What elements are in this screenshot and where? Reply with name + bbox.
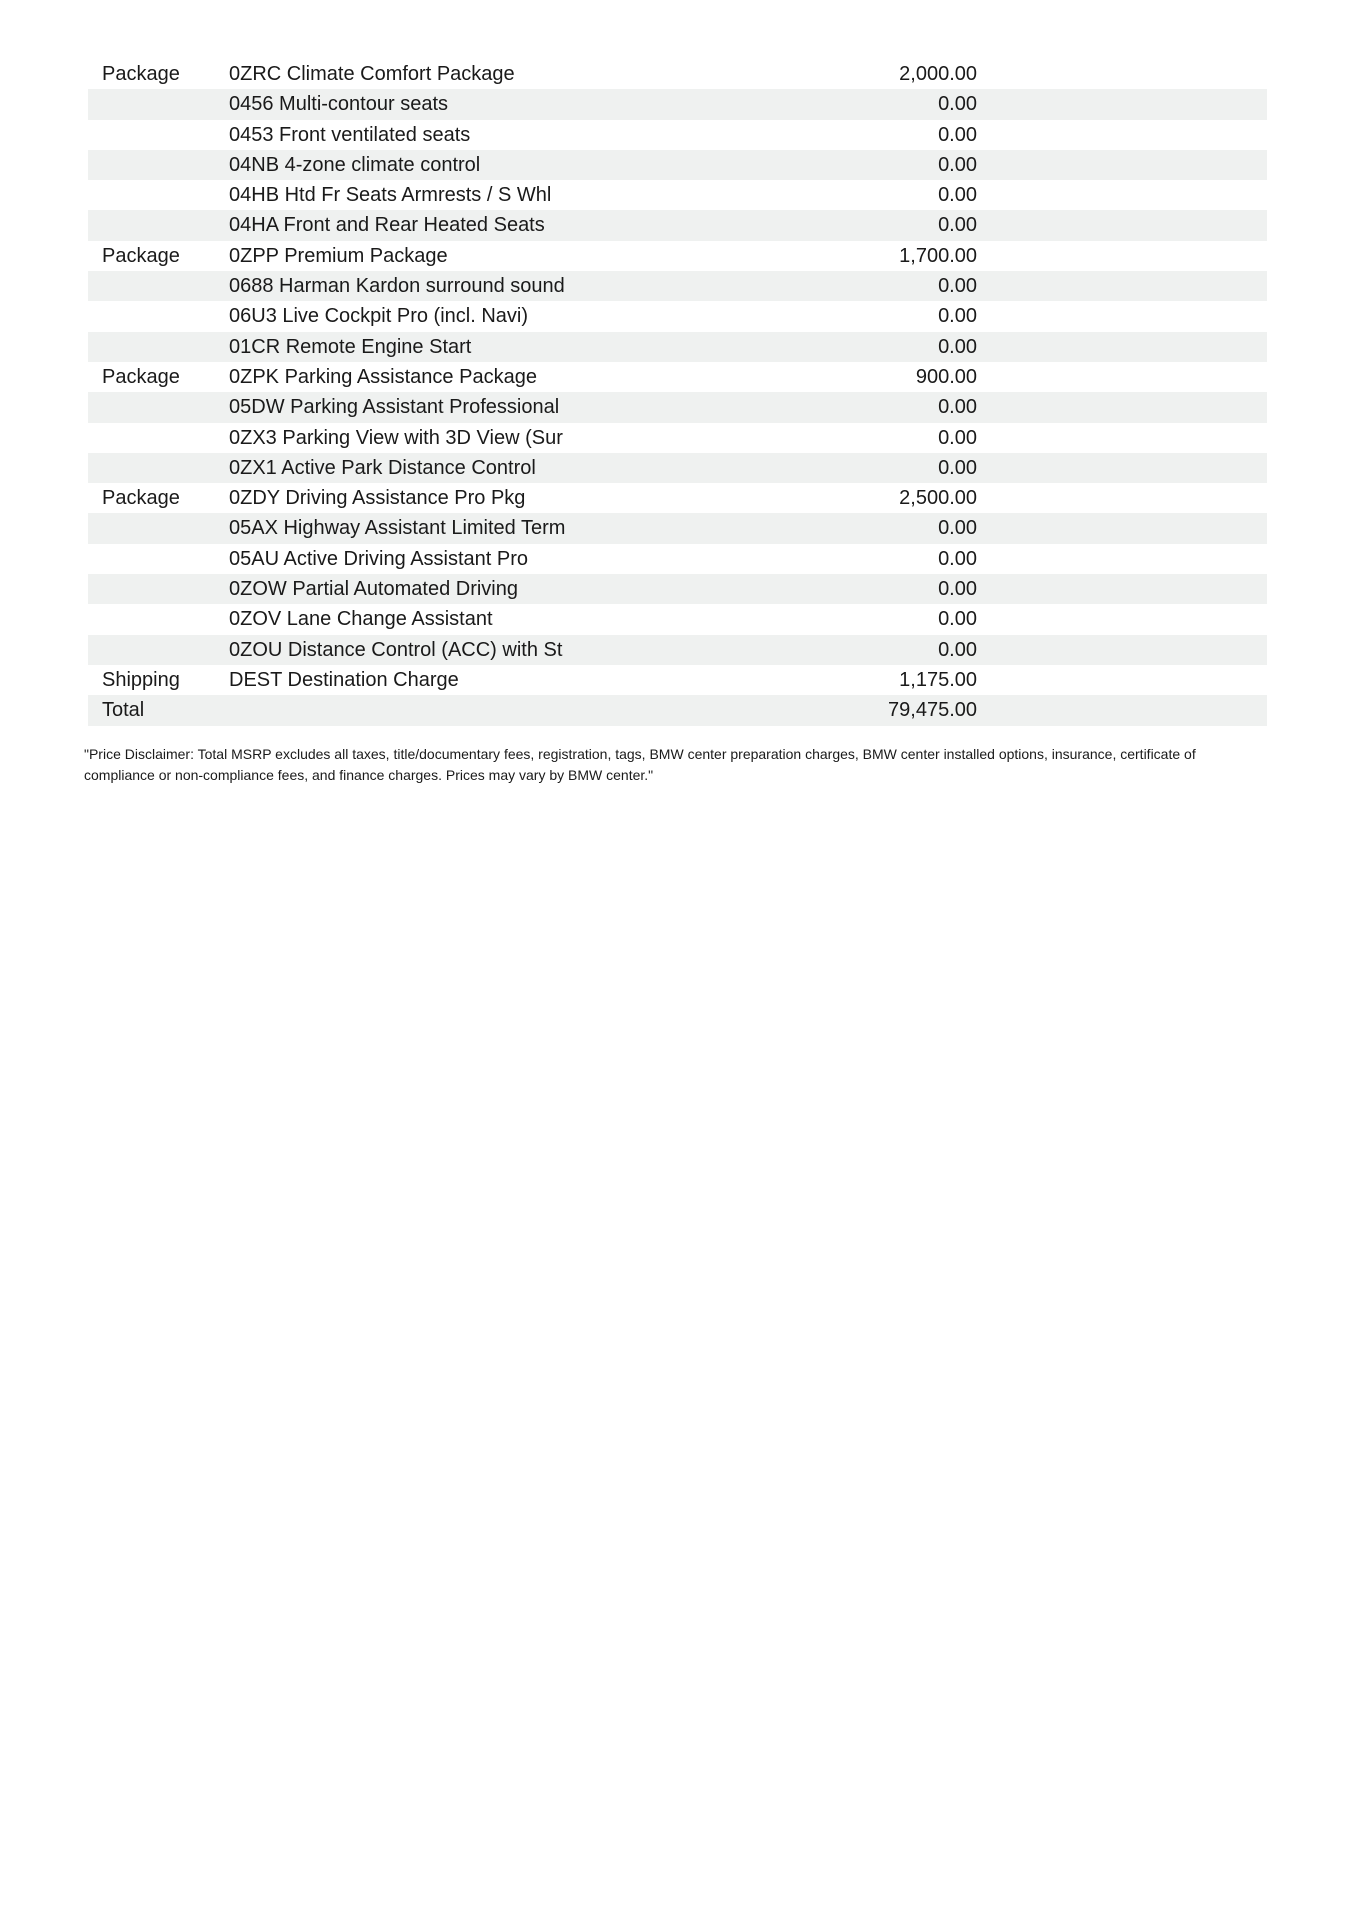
price-cell: 0.00: [938, 608, 977, 631]
table-row: [88, 423, 1267, 453]
item-cell: 0453 Front ventilated seats: [229, 123, 471, 146]
table-row: [88, 635, 1267, 665]
item-cell: DEST Destination Charge: [229, 668, 459, 691]
table-row: [88, 120, 1267, 150]
table-row: [88, 332, 1267, 362]
item-cell: 0688 Harman Kardon surround sound: [229, 275, 565, 298]
category-cell: Total: [102, 699, 145, 722]
price-cell: 0.00: [938, 335, 977, 358]
table-row: [88, 271, 1267, 301]
item-cell: 0456 Multi-contour seats: [229, 93, 449, 116]
table-row: [88, 59, 1267, 89]
price-cell: 1,700.00: [899, 244, 977, 267]
table-row: [88, 544, 1267, 574]
price-cell: 900.00: [915, 365, 977, 388]
table-row: [88, 513, 1267, 543]
item-cell: 0ZOW Partial Automated Driving: [229, 578, 518, 601]
item-cell: 04HA Front and Rear Heated Seats: [229, 214, 545, 237]
price-disclaimer-text: "Price Disclaimer: Total MSRP excludes all taxes, title/documentary fees, registration, tags, BMW center preparation charges, BMW center installed options, insurance, certificate of compliance or non-compliance fees, and finance charges. Prices may vary by BMW center.": [84, 746, 1196, 783]
price-cell: 0.00: [938, 275, 977, 298]
item-cell: 0ZX1 Active Park Distance Control: [229, 456, 536, 479]
price-cell: 0.00: [938, 184, 977, 207]
item-cell: 0ZPK Parking Assistance Package: [229, 365, 537, 388]
price-cell: 0.00: [938, 214, 977, 237]
price-cell: 0.00: [938, 153, 977, 176]
table-row: [88, 604, 1267, 634]
table-row: [88, 180, 1267, 210]
price-cell: 0.00: [938, 396, 977, 419]
category-cell: Package: [102, 63, 180, 85]
table-row: [88, 665, 1267, 695]
price-cell: 0.00: [938, 578, 977, 601]
table-row: [88, 483, 1267, 513]
table-row: [88, 574, 1267, 604]
table-row: [88, 241, 1267, 271]
table-row: [88, 301, 1267, 331]
item-cell: 05DW Parking Assistant Professional: [229, 396, 560, 419]
item-cell: 04HB Htd Fr Seats Armrests / S Whl: [229, 184, 552, 207]
item-cell: 04NB 4-zone climate control: [229, 153, 481, 176]
price-cell: 0.00: [938, 456, 977, 479]
item-cell: 05AU Active Driving Assistant Pro: [229, 547, 529, 570]
category-cell: Package: [102, 365, 180, 388]
price-cell: 0.00: [938, 547, 977, 570]
table-row: [88, 453, 1267, 483]
price-cell: 0.00: [938, 93, 977, 116]
category-cell: Shipping: [102, 668, 180, 691]
price-cell: 0.00: [938, 123, 977, 146]
item-cell: 0ZOU Distance Control (ACC) with St: [229, 638, 563, 661]
item-cell: 0ZDY Driving Assistance Pro Pkg: [229, 487, 526, 510]
price-cell: 0.00: [938, 305, 977, 328]
item-cell: 06U3 Live Cockpit Pro (incl. Navi): [229, 305, 528, 328]
pricing-table: [88, 59, 1267, 726]
price-cell: 1,175.00: [899, 668, 977, 691]
table-row: [88, 392, 1267, 422]
item-cell: 01CR Remote Engine Start: [229, 335, 472, 358]
table-row: [88, 362, 1267, 392]
item-cell: 0ZX3 Parking View with 3D View (Sur: [229, 426, 563, 449]
category-cell: Package: [102, 244, 180, 267]
price-cell: 79,475.00: [888, 699, 977, 722]
price-cell: 2,500.00: [899, 487, 977, 510]
item-cell: 0ZPP Premium Package: [229, 244, 448, 267]
table-row: [88, 89, 1267, 119]
price-cell: 0.00: [938, 426, 977, 449]
item-cell: 0ZOV Lane Change Assistant: [229, 608, 493, 631]
price-cell: 0.00: [938, 517, 977, 540]
item-cell: 0ZRC Climate Comfort Package: [229, 63, 515, 85]
table-row: [88, 210, 1267, 240]
category-cell: Package: [102, 487, 180, 510]
price-cell: 0.00: [938, 638, 977, 661]
item-cell: 05AX Highway Assistant Limited Term: [229, 517, 566, 540]
price-cell: 2,000.00: [899, 63, 977, 85]
table-row: [88, 150, 1267, 180]
table-row: [88, 695, 1267, 725]
